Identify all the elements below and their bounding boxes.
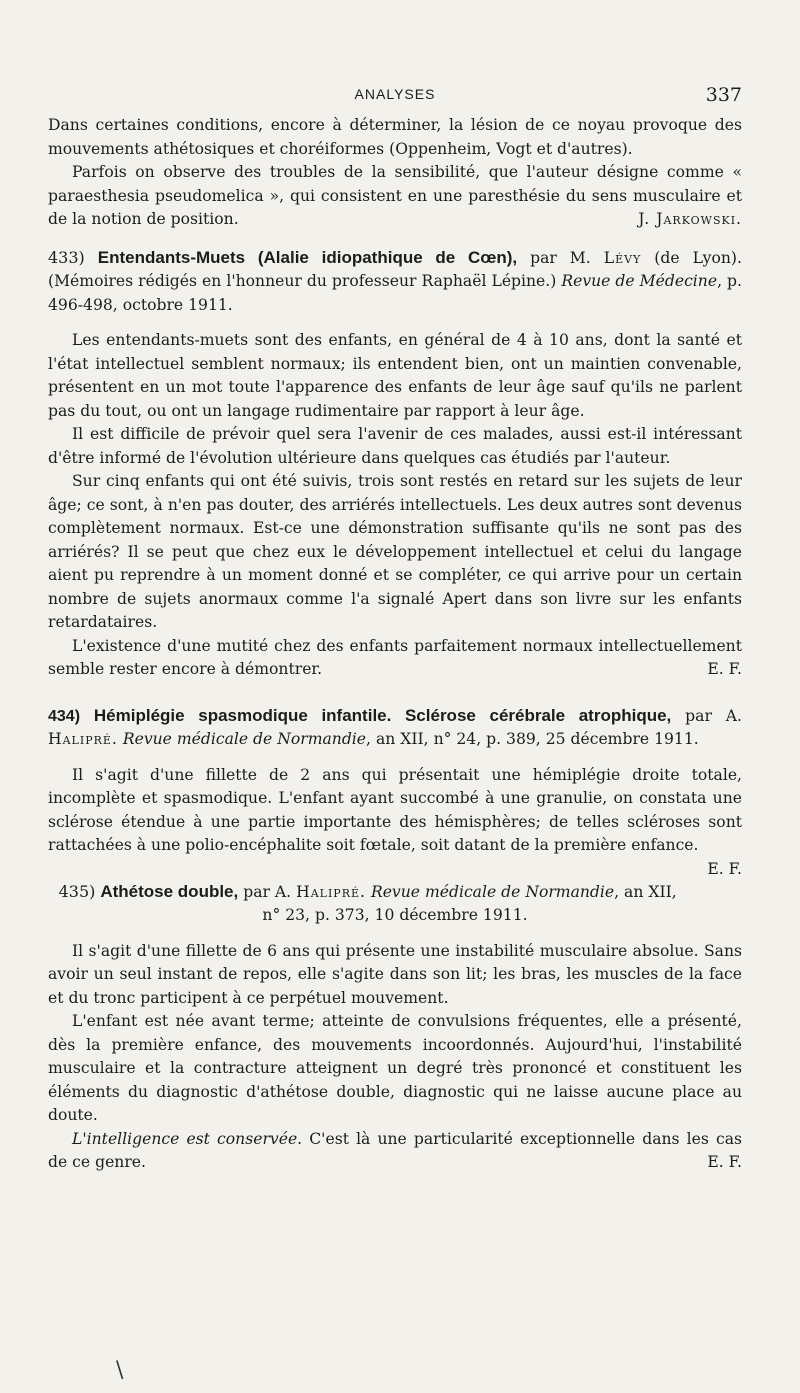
article-number: 433) (48, 247, 85, 267)
paragraph: L'enfant est née avant terme; atteinte de convulsions fréquentes, elle a présenté, dès la première enfance, des mouvements incoordonnés. Aujourd'hui, l'instabilité musculaire et la contracture atteignent un degré très prononcé et constituent les éléments du diagnostic d'athétose double, diagnostic qui ne laisse aucune place au doute. (48, 1012, 742, 1124)
paragraph: Il s'agit d'une fillette de 6 ans qui présente une instabilité musculaire absolue. Sans avoir un seul instant de repos, elle s'agite dans son lit; les bras, les muscles de la face et du tronc participent à ce perpétuel mouvement. (48, 941, 742, 1007)
signature: E. F. (707, 660, 742, 678)
reference: (de Lyon). (Mémoires rédigés en l'honneur du professeur Raphaël Lépine.) (48, 248, 742, 290)
article-title: Entendants-Muets (Alalie idiopathique de Cœn), (97, 247, 518, 267)
paragraph-text: L'existence d'une mutité chez des enfants parfaitement normaux intellectuellement semble rester encore à démontrer. (48, 636, 742, 678)
signature: J. Jarkowski. (638, 210, 742, 228)
author: Lévy (603, 248, 642, 267)
paragraph (48, 764, 742, 878)
journal: Revue médicale de Normandie (370, 882, 615, 901)
paragraph (48, 635, 742, 682)
article-435 (48, 880, 742, 1175)
article-heading (48, 246, 742, 318)
article-number: 435) (58, 881, 96, 901)
journal: Revue de Médecine (561, 272, 718, 290)
paragraph-italic: L'intelligence est conservée. (72, 1129, 303, 1148)
intro-paragraph (48, 161, 742, 232)
page (48, 84, 742, 1175)
byline: par A. (243, 882, 292, 901)
reference: , p. 496-498, octobre 1911. (48, 272, 742, 314)
article-title: Hémiplégie spasmodique infantile. Sclérose cérébrale atrophique, (93, 705, 672, 725)
running-head: ANALYSES (354, 86, 436, 102)
article-heading (48, 880, 742, 928)
intro-paragraph: Dans certaines conditions, encore à déterminer, la lésion de ce noyau provoque des mouvements athétosiques et choréiformes (Oppenheim, Vogt et d'autres). (48, 116, 742, 158)
page-number: 337 (705, 84, 742, 106)
paragraph (48, 1128, 742, 1175)
author: Halipré. (48, 730, 118, 748)
byline: par M. (530, 248, 591, 267)
reference: , an XII, n° 24, p. 389, 25 décembre 1911. (366, 730, 699, 748)
paragraph: Il est difficile de prévoir quel sera l'avenir de ces malades, aussi est-il intéressant d'être informé de l'évolution ultérieure dans quelques cas étudiés par l'auteur. (48, 425, 742, 467)
article-434 (48, 704, 742, 878)
signature: E. F. (707, 859, 742, 878)
article-title: Athétose double, (100, 881, 239, 901)
paragraph: Sur cinq enfants qui ont été suivis, trois sont restés en retard sur les sujets de leur âge; ce sont, à n'en pas douter, des arriérés intellectuels. Les deux autres sont devenus complètement normaux. Est-ce une démonstration suffisante qu'ils ne sont pas des arriérés? Il se peut que chez eux le développement intellectuel et celui du langage aient pu reprendre à un moment donné et se compléter, ce qui arrive pour un certain nombre de sujets anormaux comme l'a signalé Apert dans son livre sur les enfants retardataires. (48, 472, 742, 631)
intro-text: Parfois on observe des troubles de la sensibilité, que l'auteur désigne comme « paraesthesia pseudomelica », qui consistent en une paresthésie du sens musculaire et de la notion de position. (48, 163, 742, 228)
article-heading (48, 704, 742, 752)
signature: E. F. (707, 1153, 742, 1171)
page-header (48, 84, 742, 114)
article-433 (48, 246, 742, 682)
byline: par A. (685, 706, 742, 725)
paragraph: Les entendants-muets sont des enfants, en général de 4 à 10 ans, dont la santé et l'état intellectuel semblent normaux; ils entendent bien, ont un maintien convenable, présentent en un mot toute l'apparence des enfants de leur âge sauf qu'ils ne parlent pas du tout, ou ont un langage rudimentaire par rapport à leur âge. (48, 331, 742, 420)
reference: , an XII, n° 23, p. 373, 10 décembre 1911. (262, 882, 677, 924)
intro-section (48, 114, 742, 232)
journal: Revue médicale de Normandie (122, 730, 367, 748)
paragraph-text: C'est là une particularité exceptionnelle dans les cas de ce genre. (48, 1129, 743, 1171)
ink-mark: \ (116, 1358, 124, 1383)
author: Halipré. (296, 882, 366, 901)
paragraph-text: Il s'agit d'une fillette de 2 ans qui présentait une hémiplégie droite totale, incomplète et spasmodique. L'enfant ayant succombé à une granulie, on constata une sclérose étendue à une partie importante des hémisphères; de telles scléroses sont rattachées à une polio-encéphalite soit fœtale, soit datant de la première enfance. (48, 765, 742, 854)
article-number: 434) (48, 707, 81, 725)
